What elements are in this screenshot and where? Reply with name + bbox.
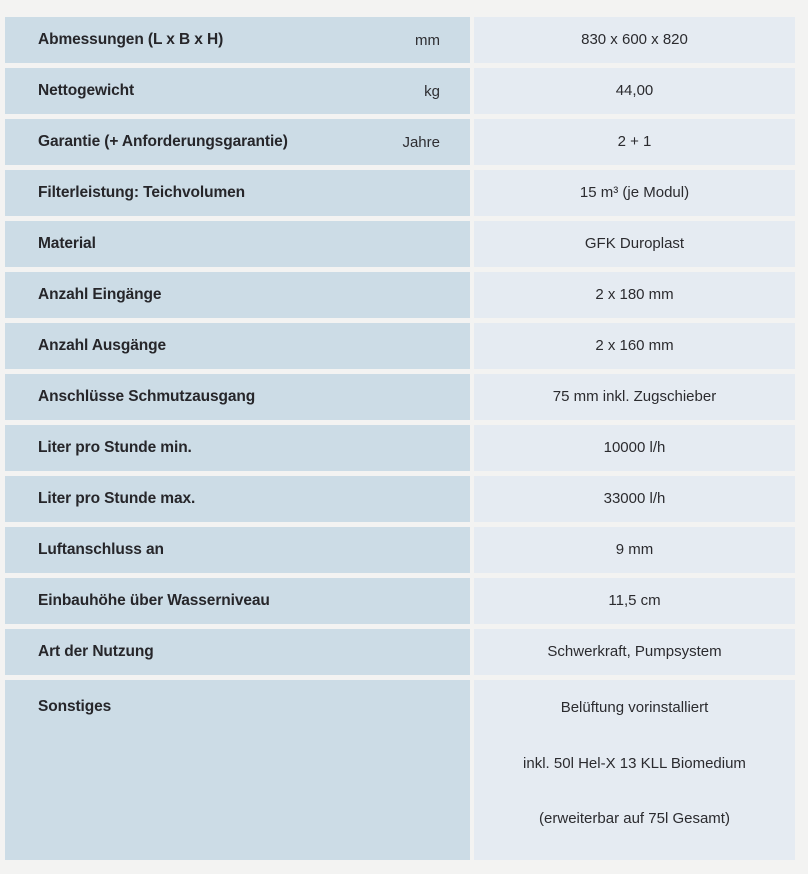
spec-value-cell (474, 374, 795, 420)
spec-label-cell (5, 629, 470, 675)
table-row (0, 374, 808, 420)
spec-label-text: Garantie (+ Anforderungsgarantie) (38, 133, 288, 150)
spec-value-text: 10000 l/h (603, 439, 666, 457)
table-row (0, 680, 808, 860)
spec-label-text: Luftanschluss an (38, 541, 164, 558)
table-row (0, 119, 808, 165)
spec-value-cell (474, 272, 795, 318)
spec-label-text: Material (38, 235, 96, 252)
spec-label-text: Liter pro Stunde min. (38, 439, 192, 456)
spec-label-cell (5, 323, 470, 369)
table-row (0, 527, 808, 573)
table-row (0, 68, 808, 114)
spec-label-cell (5, 68, 470, 114)
spec-value-text: 9 mm (615, 541, 654, 559)
spec-label-text: Art der Nutzung (38, 643, 154, 660)
spec-label-text: Abmessungen (L x B x H) (38, 31, 224, 48)
spec-value-text: 15 m³ (je Modul) (579, 184, 690, 202)
spec-value-cell (474, 68, 795, 114)
spec-value-text: 2 x 180 mm (595, 286, 674, 304)
spec-value-text: 2 x 160 mm (595, 337, 674, 355)
spec-value-cell (474, 221, 795, 267)
table-row (0, 629, 808, 675)
spec-label-text: Anzahl Eingänge (38, 286, 162, 303)
spec-label-text: Anzahl Ausgänge (38, 337, 166, 354)
table-row (0, 272, 808, 318)
spec-unit-text: Jahre (402, 133, 440, 151)
spec-label-cell (5, 425, 470, 471)
table-row (0, 425, 808, 471)
spec-value-text: GFK Duroplast (584, 235, 685, 253)
spec-label-cell (5, 17, 470, 63)
spec-label-cell (5, 221, 470, 267)
spec-value-cell (474, 425, 795, 471)
spec-value-cell (474, 578, 795, 624)
table-row (0, 578, 808, 624)
spec-label-cell (5, 170, 470, 216)
spec-value-cell (474, 629, 795, 675)
spec-label-text: Einbauhöhe über Wasserniveau (38, 592, 270, 609)
spec-unit-text: kg (424, 82, 440, 100)
spec-label-text: Filterleistung: Teichvolumen (38, 184, 246, 201)
spec-label-text: Anschlüsse Schmutzausgang (38, 388, 256, 405)
spec-value-cell (474, 119, 795, 165)
table-row (0, 170, 808, 216)
spec-value-cell (474, 680, 795, 860)
spec-value-text: 33000 l/h (603, 490, 666, 508)
spec-value-text: 2 + 1 (617, 133, 652, 151)
spec-value-text: 75 mm inkl. Zugschieber (552, 388, 717, 406)
spec-value-cell (474, 17, 795, 63)
table-row (0, 17, 808, 63)
spec-value-text: Belüftung vorinstalliert (560, 699, 709, 716)
spec-value-text: inkl. 50l Hel-X 13 KLL Biomedium (523, 754, 746, 772)
spec-label-text: Liter pro Stunde max. (38, 490, 196, 507)
table-row (0, 323, 808, 369)
spec-value-text: Schwerkraft, Pumpsystem (547, 643, 722, 661)
spec-value-text: (erweiterbar auf 75l Gesamt) (539, 810, 730, 827)
spec-label-cell (5, 476, 470, 522)
spec-label-cell (5, 680, 470, 860)
spec-value-text: 44,00 (615, 82, 654, 100)
spec-value-cell (474, 170, 795, 216)
spec-label-cell (5, 578, 470, 624)
spec-value-cell (474, 476, 795, 522)
spec-value-cell (474, 527, 795, 573)
table-row (0, 221, 808, 267)
spec-value-cell (474, 323, 795, 369)
spec-value-text: 11,5 cm (608, 592, 661, 610)
spec-label-cell (5, 119, 470, 165)
spec-unit-text: mm (415, 31, 440, 49)
spec-label-cell (5, 272, 470, 318)
spec-value-text: 830 x 600 x 820 (581, 31, 688, 49)
table-row (0, 476, 808, 522)
spec-label-text: Sonstiges (38, 698, 112, 715)
spec-label-cell (5, 527, 470, 573)
spec-label-cell (5, 374, 470, 420)
spec-label-text: Nettogewicht (38, 82, 135, 99)
